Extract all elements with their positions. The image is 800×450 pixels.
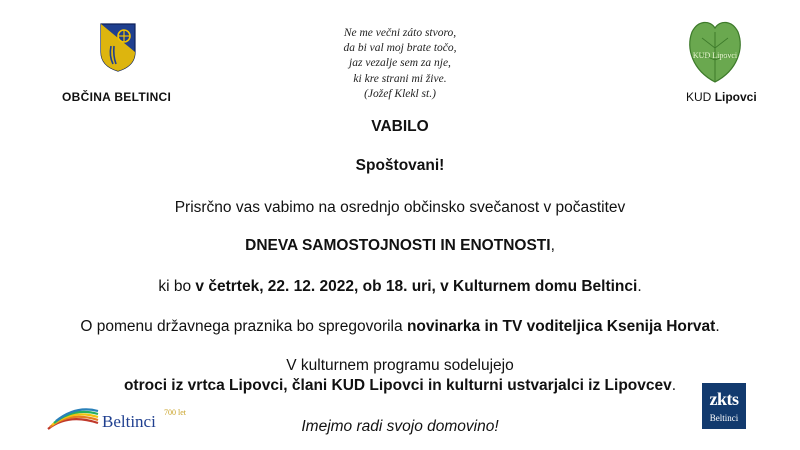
program-intro: V kulturnem programu sodelujejo: [286, 357, 514, 374]
poem-line: da bi val moj brate točo,: [343, 42, 457, 55]
invitation-title: VABILO: [371, 118, 429, 135]
invitation-text: Prisrčno vas vabimo na osrednjo občinsko svečanost v počastitev: [174, 199, 626, 216]
kud-name: KUD Lipovci: [686, 90, 757, 104]
municipality-crest-icon: [99, 22, 137, 72]
poem-line: Ne me večni záto stvoro,: [343, 27, 457, 39]
poem-line: jaz vezalje sem za nje,: [349, 57, 451, 70]
beltinci-logo-years: 700 let: [164, 408, 186, 417]
program-participants: otroci iz vrtca Lipovci, člani KUD Lipovci in kulturni ustvarjalci iz Lipovcev.: [123, 377, 677, 394]
poem-author: (Jožef Klekl st.): [364, 87, 436, 100]
poem-line: ki kre strani mi žive.: [353, 72, 447, 85]
beltinci-logo-name: Beltinci: [102, 412, 156, 431]
zkts-mark: zkts: [709, 389, 739, 409]
kud-leaf-logo-icon: [684, 18, 746, 84]
holiday-name: DNEVA SAMOSTOJNOSTI IN ENOTNOSTI,: [245, 237, 555, 254]
zkts-logo: [702, 383, 746, 429]
closing-line: Imejmo radi svojo domovino!: [301, 418, 499, 435]
event-details: ki bo v četrtek, 22. 12. 2022, ob 18. uri, v Kulturnem domu Beltinci.: [158, 278, 642, 295]
poem-quote: [290, 26, 510, 102]
zkts-sub: Beltinci: [709, 413, 739, 423]
leaf-logo-text: KUD Lipovci: [692, 51, 738, 60]
municipality-name: OBČINA BELTINCI: [62, 90, 172, 104]
speaker-text: O pomenu državnega praznika bo spregovorila novinarka in TV voditeljica Ksenija Horvat.: [80, 318, 720, 335]
greeting: Spoštovani!: [355, 157, 445, 174]
beltinci-700-logo-icon: [46, 403, 186, 433]
